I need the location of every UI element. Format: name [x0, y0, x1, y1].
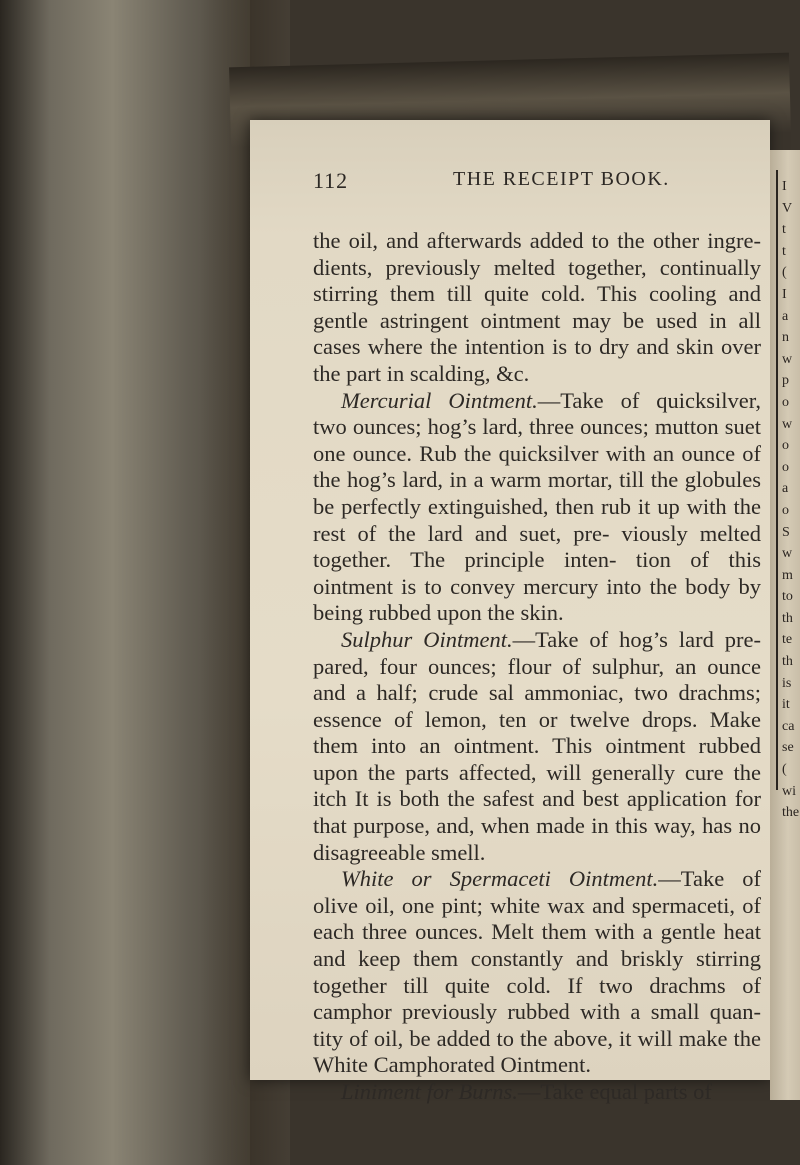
facing-page-fragment: a [782, 308, 789, 324]
facing-page-fragment: p [782, 373, 789, 389]
facing-page-fragment: to [782, 589, 793, 605]
facing-page-fragment: n [782, 330, 789, 346]
facing-page-fragment: th [782, 610, 793, 626]
facing-page-fragment: V [782, 200, 793, 216]
recipe-heading: Liniment for Burns. [341, 1079, 518, 1104]
facing-page-fragment: w [782, 416, 793, 432]
facing-page-fragment: I [782, 179, 787, 194]
paragraph-text: —Take of hog’s lard pre- pared, four ounces; flour of sulphur, an ounce and a half; crude sal ammoniac, two drachms; essence of lemon, ten or twelve drops. Make them into an ointment. This ointment rubbed upon the parts affected, will generally cure the itch It is both the safest and best application for that purpose, and, when made in this way, has no disagreeable smell. [313, 626, 761, 865]
paragraph-text: —Take equal parts of [517, 1079, 712, 1104]
facing-page-fragment: ( [782, 265, 787, 281]
facing-page-fragment: se [782, 740, 794, 756]
running-head [313, 168, 733, 198]
facing-page-fragment: I [782, 286, 787, 302]
facing-page-fragment: o [782, 502, 789, 518]
recipe-heading: White or Spermaceti Ointment. [341, 866, 659, 892]
facing-page-fragment: m [782, 567, 793, 583]
recipe-heading: Sulphur Ointment. [341, 626, 513, 652]
paragraph-liniment-burns [313, 1079, 761, 1106]
facing-page-fragment: ( [782, 762, 787, 778]
facing-page-fragment: t [782, 222, 786, 238]
facing-page-fragment: S [782, 524, 790, 540]
facing-page-fragment: ca [782, 718, 795, 734]
paragraph-text: the oil, and afterwards added to the other ingre- dients, previously melted together, continually stirring them till quite cold. This cooling and gentle astringent ointment may be used in all cases where the intention is to dry and skin over the part in scalding, &c. [313, 228, 761, 386]
paragraph-continuation [313, 228, 761, 388]
recipe-heading: Mercurial Ointment. [341, 387, 538, 413]
facing-page-fragment: th [782, 654, 793, 670]
paragraph-text: —Take of quicksilver, two ounces; hog’s lard, three ounces; mutton suet one ounce. Rub the quicksilver with an ounce of the hog’s lard, in a warm mortar, till the globules be perfectly extinguished, then rub it up with the rest of the lard and suet, pre- viously melted together. The principle inten- tion of this ointment is to convey mercury into the body by being rubbed upon the skin. [313, 387, 761, 626]
facing-page-fragment: it [782, 697, 790, 713]
running-title: THE RECEIPT BOOK. [453, 168, 670, 190]
facing-page-fragment: o [782, 459, 789, 475]
paragraph-white-ointment [313, 866, 761, 1079]
facing-page-fragment: te [782, 632, 793, 648]
page-number: 112 [313, 168, 349, 193]
facing-page-fragment: w [782, 546, 793, 562]
facing-page-fragment: o [782, 438, 789, 454]
facing-page-text [782, 176, 800, 824]
facing-page-fragment: is [782, 675, 792, 691]
facing-page-rule [776, 170, 778, 790]
paragraph-text: —Take of olive oil, one pint; white wax and spermaceti, of each three ounces. Melt them with a gentle heat and keep them constantly and briskly stirring together till quite cold. If two drachms of camphor previously rubbed with a small quan- tity of oil, be added to the above, it will make the White Camphorated Ointment. [313, 866, 761, 1078]
facing-page-fragment: the [782, 805, 800, 821]
facing-page-fragment: a [782, 481, 789, 497]
page-body [313, 228, 761, 1106]
facing-page-fragment: wi [782, 783, 796, 799]
facing-page-fragment: t [782, 243, 786, 259]
paragraph-mercurial-ointment [313, 388, 761, 627]
paragraph-sulphur-ointment [313, 627, 761, 866]
facing-page-fragment: o [782, 394, 789, 410]
facing-page-fragment: w [782, 351, 793, 367]
